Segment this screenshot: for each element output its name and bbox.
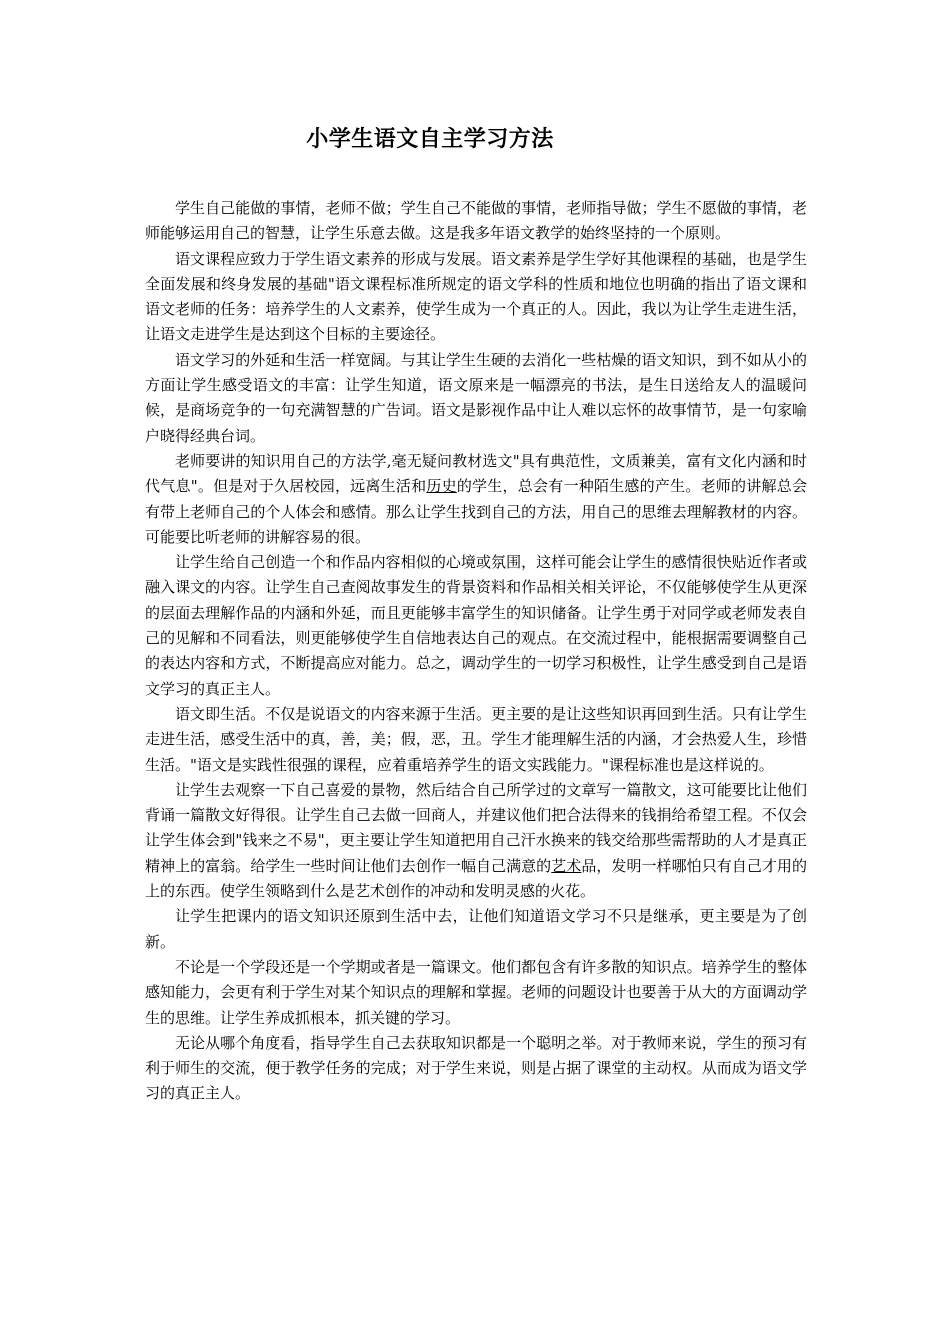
document-body (145, 196, 807, 1107)
art-link[interactable]: 艺术 (551, 856, 582, 875)
paragraph-4 (145, 449, 807, 550)
paragraph-4-text-b: 的学生，总会有一种陌生感的产生。老师的讲解总会有带上老师自己的个人体会和感情。那么让学生找到自己的方法，用自己的思维去理解教材的内容。可能要比听老师的讲解容易的很。 (145, 477, 807, 546)
paragraph-5: 让学生给自己创造一个和作品内容相似的心境或氛围，这样可能会让学生的感情很快贴近作者或融入课文的内容。让学生自己查阅故事发生的背景资料和作品相关相关评论，不仅能够使学生从更深的层面去理解作品的内涵和外延，而且更能够丰富学生的知识储备。让学生勇于对同学或老师发表自己的见解和不同看法，则更能够使学生自信地表达自己的观点。在交流过程中，能根据需要调整自己的表达内容和方式，不断提高应对能力。总之，调动学生的一切学习积极性，让学生感受到自己是语文学习的真正主人。 (145, 553, 807, 698)
paragraph-7-text-a: 让学生去观察一下自己喜爱的景物，然后结合自己所学过的文章写一篇散文，这可能要比让他们背诵一篇散文好得很。让学生自己去做一回商人，并建议他们把合法得来的钱捐给希望工程。不仅会让学生体会到"钱来之不易"，更主要让学生知道把用自己汗水换来的钱交给那些需帮助的人才是真正精神上的富翁。给学生一些时间让他们去创作一幅自己满意的 (145, 780, 807, 875)
history-link[interactable]: 历史 (426, 477, 457, 496)
paragraph-6: 语文即生活。不仅是说语文的内容来源于生活。更主要的是让这些知识再回到生活。只有让学生走进生活，感受生活中的真，善，美；假，恶，丑。学生才能理解生活的内涵，才会热爱人生，珍惜生活。"语文是实践性很强的课程，应着重培养学生的语文实践能力。"课程标准也是这样说的。 (145, 704, 807, 774)
document-title: 小学生语文自主学习方法 (306, 126, 554, 152)
paragraph-7 (145, 778, 807, 904)
paragraph-9: 不论是一个学段还是一个学期或者是一篇课文。他们都包含有许多散的知识点。培养学生的整体感知能力，会更有利于学生对某个知识点的理解和掌握。老师的问题设计也要善于从大的方面调动学生的思维。让学生养成抓根本，抓关键的学习。 (145, 957, 807, 1027)
paragraph-4-text-a: 老师要讲的知识用自己的方法学,毫无疑问教材选文"具有典范性，文质兼美，富有文化内涵和时代气息"。但是对于久居校园，远离生活和 (145, 451, 807, 496)
paragraph-1: 学生自己能做的事情，老师不做；学生自己不能做的事情，老师指导做；学生不愿做的事情，老师能够运用自己的智慧，让学生乐意去做。这是我多年语文教学的始终坚持的一个原则。 (145, 199, 807, 243)
paragraph-7-text-b: 品，发明一样哪怕只有自己才用的上的东西。使学生领略到什么是艺术创作的冲动和发明灵感的火花。 (145, 856, 807, 901)
paragraph-3: 语文学习的外延和生活一样宽阔。与其让学生生硬的去消化一些枯燥的语文知识，到不如从小的方面让学生感受语文的丰富：让学生知道，语文原来是一幅漂亮的书法，是生日送给友人的温暖问候，是商场竞争的一句充满智慧的广告词。语文是影视作品中让人难以忘怀的故事情节，是一句家喻户晓得经典台词。 (145, 350, 807, 445)
paragraph-2: 语文课程应致力于学生语文素养的形成与发展。语文素养是学生学好其他课程的基础，也是学生全面发展和终身发展的基础"语文课程标准所规定的语文学科的性质和地位也明确的指出了语文课和语文老师的任务：培养学生的人文素养，使学生成为一个真正的人。因此，我以为让学生走进生活，让语文走进学生是达到这个目标的主要途径。 (145, 249, 807, 344)
paragraph-10: 无论从哪个角度看，指导学生自己去获取知识都是一个聪明之举。对于教师来说，学生的预习有利于师生的交流，便于教学任务的完成；对于学生来说，则是占据了课堂的主动权。从而成为语文学习的真正主人。 (145, 1033, 807, 1103)
paragraph-8: 让学生把课内的语文知识还原到生活中去，让他们知道语文学习不只是继承，更主要是为了创新。 (145, 907, 807, 951)
